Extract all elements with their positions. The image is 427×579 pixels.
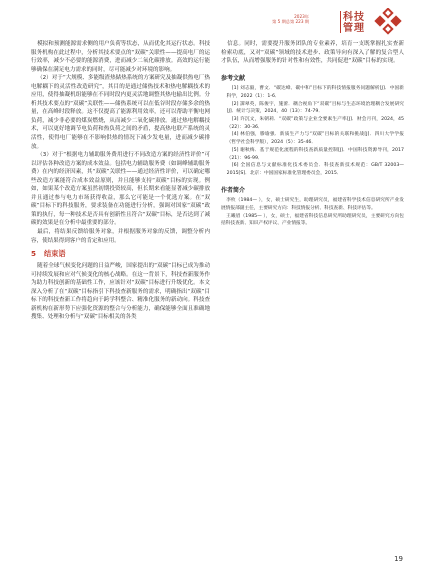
reference-item: [1] 刘志毅，曹文．“碳达峰、碳中和”目标下的科技情报服务问题解析[J]．中国新科学，2022（1）：1-6． [226, 86, 404, 99]
body-paragraph: 随着全球气候变化问题的日益严峻，国家提出的“双碳”目标已成为推动可持续发展和应对气候变化的核心战略。在这一背景下，科技查新服务作为助力科技创新的基础性工作，应该针对“双碳”目标进行升级优化。本文深入分析了在“双碳”目标指引下科技查新服务的需求，明确指出“双碳”目标下的科技查新工作将趋向于跨学科整合、精准化服务的新动向。科技查新机构在新形势下应强化资源的整合与分析能力，确保能够全面且准确地搜集、处理和分析与“双碳”目标相关的各类 [31, 263, 210, 321]
brand-title: 科技管理 [343, 12, 365, 34]
body-paragraph: 信息。同时，需要提升服务团队的专业素养，培育一支既掌握扎实查新检索功底，又对“双碳”领域的技术进步、政策导向有深入了解的复合型人才队伍，从而增强服务的针对性和有效性，共同促进“双碳”目标的实现。 [221, 41, 404, 65]
reference-item: [6] 全国信息与文献标准化技术委员会．科技查新技术规范：GB/T 32003—2015[S]．北京：中国国家标准化管理委员会，2015． [226, 163, 404, 176]
right-column [221, 40, 404, 228]
reference-item: [4] 林伯强，滕瑜强．新质生产力与“双碳”目标的关联和挑战[J]．四川大学学报（哲学社会科学版），2024（5）：35-46． [226, 132, 404, 146]
reference-item: [5] 谢秋梅．基于规范化流程的科技查新质量控制[J]．中国科技资源导刊，2017（21）：96-99． [226, 147, 404, 161]
authors-heading: 作者简介 [221, 186, 246, 194]
author-bio: 王曦眉（1985— ），女，硕士，福建省科技信息研究所助理研究员，主要研究方向包括科技查新、知识产权评议、产业情报等。 [221, 213, 404, 227]
page-number: 19 [394, 555, 403, 563]
body-paragraph: 模拟和预测能源需求侧的用户负荷等状态，从而优化其运行状态。科技服务机构在此过程中，分析其技术要点的“双碳”关联性——提高电厂的运行效率，减少不必要的能源消费，进而减少二氧化碳排放。高效的运行能够确保在满足电力需求的同时，尽可能减少对环境的影响。 [31, 41, 210, 73]
brand-divider [340, 11, 341, 33]
section-title: 结束语 [44, 249, 66, 259]
issue-info [272, 14, 309, 25]
author-bio: 李枚（1984— ），女，硕士研究生，助理研究员，福建省科学技术信息研究所产业发展情报部副主任，主要研究方向：科技情报分析、科技查新、科技评估等。 [221, 198, 404, 211]
body-paragraph: 最后，将结果反馈给服务对象，并根据服务对象的反馈，调整分析内容，使结果得到客户的肯定和应用。 [31, 229, 210, 244]
stylized-diamond-logo-icon [371, 8, 407, 36]
left-column [31, 40, 210, 322]
section-number: 5 [31, 249, 37, 259]
body-paragraph: （3）对于“根据电力辅助服务费用进行不同改造方案的经济性评价”可以评估各种改造方案的成本效益。包括电力辅助服务费（如调峰辅助服务费）在内的经济因素，其“双碳”关联性——通过经济性评价，可以确定哪些改造方案能符合成本效益原则，并且能够支持“双碳”目标的实现。例如，如果某个改造方案虽然初期投资较高，但长期来看能显著减少碳排放并且通过参与电力市场获得收益，那么它可能是一个优选方案。在“双碳”目标下的科技服务，要求装备在功能进行分析，强调对国家“双碳”政策的执行，每一种技术是否具有创新性且符合“双碳”目标，是否达到了减碳的效果是在分析中最重要的部分。 [31, 152, 210, 227]
body-paragraph: （2）对于“大规模、多能级渣热储热系统的方案研究及抽凝供热电厂热电解耦下的灵活性改造研究”，其目的是通过储热技术和热电解耦技术的应用，使得抽凝机组能够在不同时段内更灵活地调整其热电输出比例。分析其技术要点的“双碳”关联性——储热系统可以在低谷时段存储多余的热量，在高峰时段释放。这不仅提高了能源利用效率，还可以帮助平衡电网负荷，减少非必要的煤炭燃烧，从而减少二氧化碳排放。通过热电解耦技术，可以更好地调节电负荷和热负荷之间的矛盾，提高热电联产系统的灵活性，使得电厂能够在不影响供热的情况下减少发电量，进而减少碳排放。 [31, 75, 210, 150]
section-heading [31, 249, 210, 259]
references-heading: 参考文献 [221, 74, 246, 82]
reference-item: [2] 譚翠英，陈俊宇，施蕾．耦合视角下“双碳”目标与生态环境治理耦合发展研究[J]．统计与决策，2024，40（13）：74-79． [226, 101, 404, 115]
issue-number: 第 5 期总第 223 期 [272, 19, 309, 25]
reference-item: [3] 许沉文，朱朝莉．“双碳”政策与企业全要素生产率[J]．财会月刊，2024，45（22）：30-36． [226, 117, 404, 130]
issue-year: 2023年 [294, 14, 309, 19]
